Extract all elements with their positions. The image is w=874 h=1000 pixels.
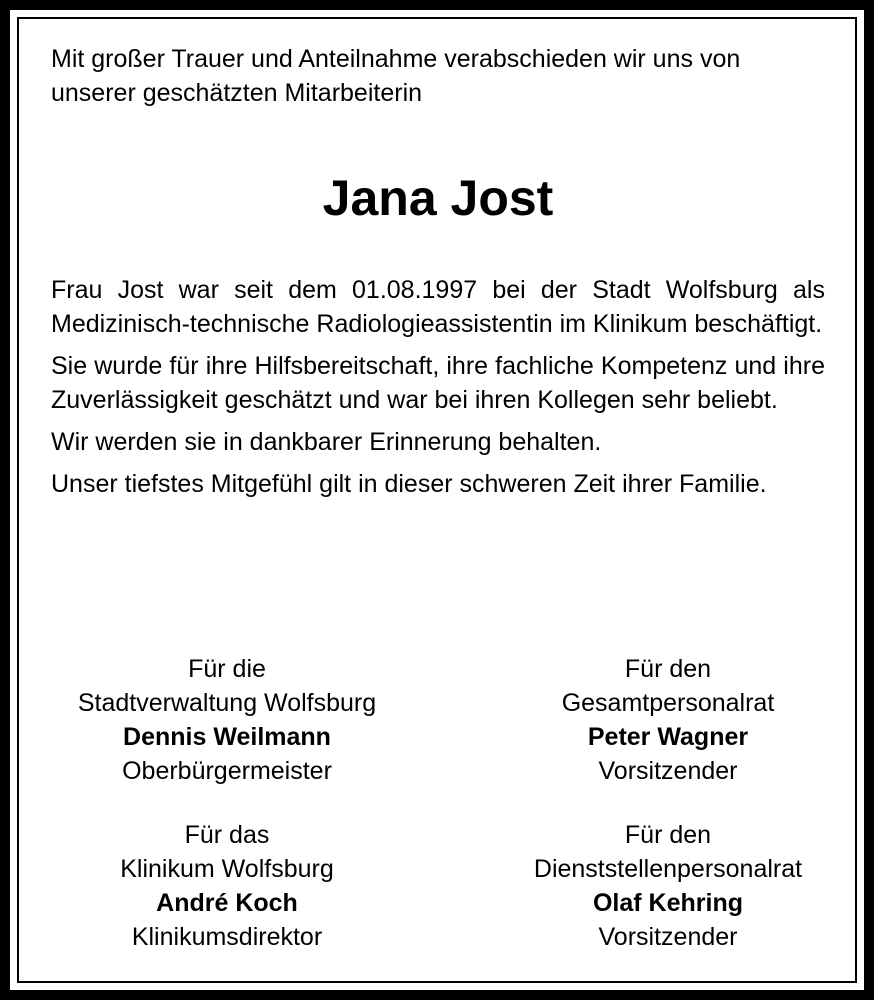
obituary-content (51, 42, 825, 498)
body-text (51, 273, 825, 509)
signature-role: Vorsitzender (598, 757, 738, 785)
paragraph-employment: Frau Jost war seit dem 01.08.1997 bei der Stadt Wolfsburg als Medizinisch-technische Radiologieassistentin im Klinikum beschäftigt. (51, 276, 825, 338)
signature-hospital (17, 818, 437, 954)
signature-prefix: Für den (624, 821, 712, 849)
signature-prefix: Für die (188, 655, 266, 683)
paragraph-appreciation: Sie wurde für ihre Hilfsbereitschaft, ihre fachliche Kompetenz und ihre Zuverlässigkeit geschätzt und war bei ihren Kollegen sehr beliebt. (51, 352, 825, 414)
signature-prefix: Für den (624, 655, 712, 683)
signature-person: Dennis Weilmann (123, 723, 331, 751)
signature-city-administration (17, 652, 437, 788)
signature-role: Klinikumsdirektor (131, 923, 323, 951)
signature-block (17, 652, 857, 952)
signature-staff-council (458, 652, 874, 788)
signature-role: Vorsitzender (598, 923, 738, 951)
paragraph-remembrance: Wir werden sie in dankbarer Erinnerung behalten. (51, 428, 602, 456)
paragraph-condolence: Unser tiefstes Mitgefühl gilt in dieser schweren Zeit ihrer Familie. (51, 470, 767, 498)
signature-organization: Stadtverwaltung Wolfsburg (77, 689, 377, 717)
signature-person: André Koch (156, 889, 298, 917)
signature-department-council (458, 818, 874, 954)
intro-text: Mit großer Trauer und Anteilnahme verabschieden wir uns von unserer geschätzten Mitarbeiterin (51, 45, 741, 107)
signature-person: Peter Wagner (587, 723, 749, 751)
signature-organization: Dienststellenpersonalrat (533, 855, 803, 883)
signature-role: Oberbürgermeister (122, 757, 332, 785)
deceased-name: Jana Jost (322, 170, 554, 226)
signature-organization: Klinikum Wolfsburg (120, 855, 334, 883)
signature-organization: Gesamtpersonalrat (561, 689, 775, 717)
signature-prefix: Für das (184, 821, 270, 849)
signature-person: Olaf Kehring (592, 889, 743, 917)
